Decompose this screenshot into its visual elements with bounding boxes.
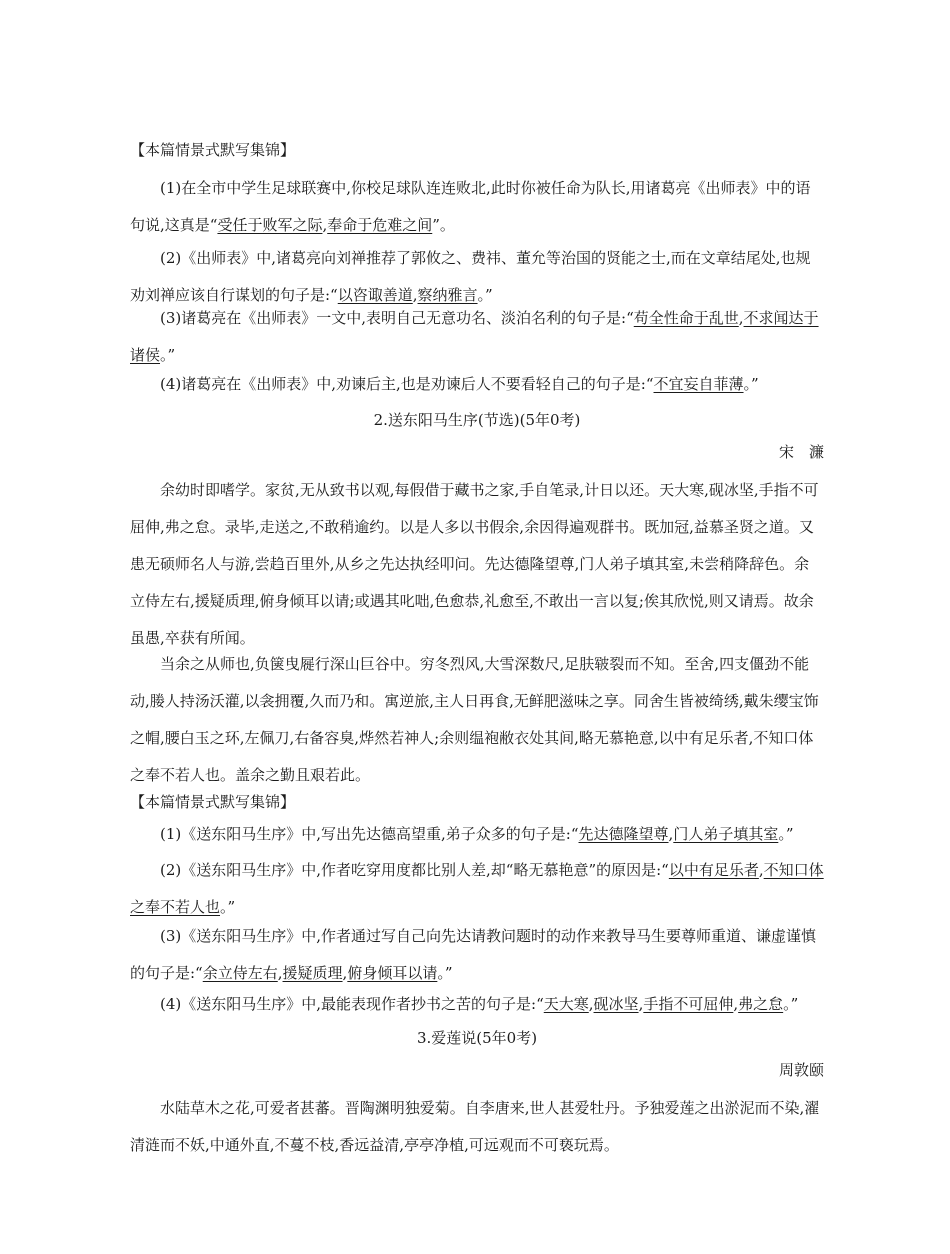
punctuation: 。” (743, 375, 759, 393)
question-text: (3)诸葛亮在《出师表》一文中,表明自己无意功名、淡泊名利的句子是:“ (160, 309, 634, 327)
answer-underlined: 砚冰坚 (593, 995, 639, 1013)
passage-paragraph (130, 472, 824, 657)
question-text: (4)诸葛亮在《出师表》中,劝谏后主,也是劝谏后人不要看轻自己的句子是:“ (160, 375, 654, 393)
answer-underlined: 天大寒 (543, 995, 589, 1013)
passage-text: 余幼时即嗜学。家贫,无从致书以观,每假借于藏书之家,手自笔录,计日以还。天大寒,砚冰坚,手指不可屈伸,弗之怠。录毕,走送之,不敢稍逾约。以是人多以书假余,余因得遍观群书。既加冠,益慕圣贤之道。又患无硕师名人与游,尝趋百里外,从乡之先达执经叩问。先达德隆望尊,门人弟子填其室,未尝稍降辞色。余立侍左右,援疑质理,俯身倾耳以请;或遇其叱咄,色愈恭,礼愈至,不敢出一言以复;俟其欣悦,则又请焉。故余虽愚,卒获有所闻。 (130, 481, 819, 647)
exercise-item (130, 300, 824, 374)
answer-underlined: 俯身倾耳以请 (347, 964, 438, 982)
punctuation: , (342, 964, 348, 982)
answer-underlined: 以中有足乐者 (668, 861, 759, 879)
question-text: (1)在全市中学生足球联赛中,你校足球队连连败北,此时你被任命为队长,用诸葛亮《出师表》中的语句说,这真是“ (130, 179, 811, 234)
answer-underlined: 不宜妄自菲薄 (653, 375, 744, 393)
question-text: (1)《送东阳马生序》中,写出先达德高望重,弟子众多的句子是:“ (160, 825, 579, 843)
punctuation: 。” (783, 995, 799, 1013)
answer-underlined: 不知口体之奉不若人也 (130, 861, 824, 916)
question-text: (3)《送东阳马生序》中,作者通过写自己向先达请教问题时的动作来教导马生要尊师重道、谦虚谨慎的句子是:“ (130, 927, 817, 982)
exercise-item (130, 986, 824, 1023)
punctuation: ”。 (432, 216, 455, 234)
question-text: (4)《送东阳马生序》中,最能表现作者抄书之苦的句子是:“ (160, 995, 544, 1013)
punctuation: , (588, 995, 594, 1013)
answer-underlined: 奉命于危难之间 (327, 216, 433, 234)
exercise-item (130, 918, 824, 992)
exercise-item (130, 366, 824, 403)
punctuation: , (638, 995, 644, 1013)
punctuation: 。” (220, 898, 236, 916)
section-heading (130, 132, 824, 169)
punctuation: , (412, 286, 418, 304)
exercise-item (130, 170, 824, 244)
punctuation: , (277, 964, 283, 982)
passage-paragraph (130, 646, 824, 794)
text-author (130, 434, 824, 471)
section-heading-text: 【本篇情景式默写集锦】 (130, 141, 296, 159)
exercise-item (130, 816, 824, 853)
passage-text: 水陆草木之花,可爱者甚蕃。晋陶渊明独爱菊。自李唐来,世人甚爱牡丹。予独爱莲之出淤泥而不染,濯清涟而不妖,中通外直,不蔓不枝,香远益清,亭亭净植,可远观而不可亵玩焉。 (130, 1099, 820, 1154)
text-title-label: 2.送东阳马生序(节选)(5年0考) (373, 411, 581, 429)
answer-underlined: 不求闻达于诸侯 (130, 309, 819, 364)
punctuation: , (738, 309, 744, 327)
answer-underlined: 以咨诹善道 (337, 286, 413, 304)
punctuation: , (668, 825, 674, 843)
answer-underlined: 手指不可屈伸 (643, 995, 734, 1013)
answer-underlined: 察纳雅言 (417, 286, 478, 304)
answer-underlined: 先达德隆望尊 (578, 825, 669, 843)
answer-underlined: 弗之怠 (738, 995, 784, 1013)
passage-text: 当余之从师也,负箧曳屣行深山巨谷中。穷冬烈风,大雪深数尺,足肤皲裂而不知。至舍,四支僵劲不能动,媵人持汤沃灌,以衾拥覆,久而乃和。寓逆旅,主人日再食,无鲜肥滋味之享。同舍生皆被绮绣,戴朱缨宝饰之帽,腰白玉之环,左佩刀,右备容臭,烨然若神人;余则缊袍敝衣处其间,略无慕艳意,以中有足乐者,不知口体之奉不若人也。盖余之勤且艰若此。 (130, 655, 819, 784)
text-title-label: 3.爱莲说(5年0考) (416, 1029, 538, 1047)
punctuation: 。” (437, 964, 453, 982)
section-heading-text: 【本篇情景式默写集锦】 (130, 793, 296, 811)
text-author-label: 周敦颐 (778, 1061, 824, 1079)
punctuation: , (733, 995, 739, 1013)
punctuation: 。” (778, 825, 794, 843)
answer-underlined: 苟全性命于乱世 (633, 309, 739, 327)
text-author (130, 1052, 824, 1089)
punctuation: 。” (160, 346, 176, 364)
question-text: (2)《送东阳马生序》中,作者吃穿用度都比别人差,却“略无慕艳意”的原因是:“ (160, 861, 669, 879)
punctuation: , (322, 216, 328, 234)
answer-underlined: 受任于败军之际 (217, 216, 323, 234)
exercise-item (130, 852, 824, 926)
punctuation: , (758, 861, 764, 879)
passage-paragraph (130, 1090, 824, 1164)
answer-underlined: 门人弟子填其室 (673, 825, 779, 843)
answer-underlined: 余立侍左右 (202, 964, 278, 982)
answer-underlined: 援疑质理 (282, 964, 343, 982)
question-text: (2)《出师表》中,诸葛亮向刘禅推荐了郭攸之、费祎、董允等治国的贤能之士,而在文章结尾处,也规劝刘禅应该自行谋划的句子是:“ (130, 249, 811, 304)
punctuation: 。” (477, 286, 493, 304)
text-author-label: 宋 濂 (778, 443, 824, 461)
